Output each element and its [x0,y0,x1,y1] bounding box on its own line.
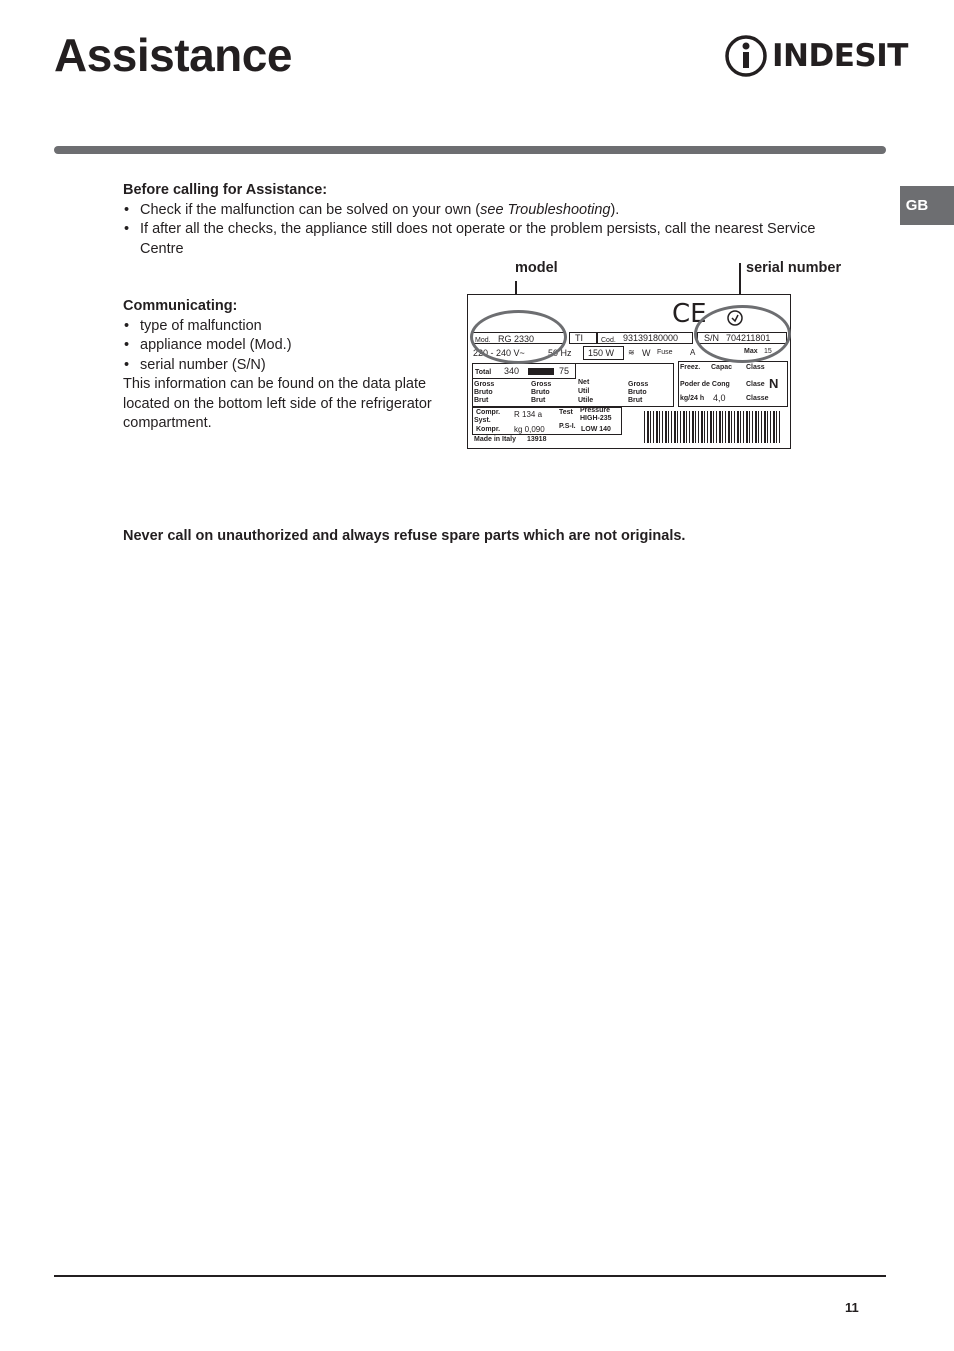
brut-label: Brut [628,397,643,404]
high-pressure-value: HIGH-235 [580,415,612,422]
fuse-label: Fuse [657,349,673,356]
communicating-heading: Communicating: [123,298,238,314]
lamp-watts: W [642,348,651,358]
power-value: 150 W [588,348,615,358]
amp-label: A [690,348,696,357]
frequency-value: 50 Hz [548,348,572,358]
gross-label: Gross [474,381,495,388]
before-calling-section [123,181,843,259]
serial-value: 704211801 [726,333,771,343]
lamp-icon: ≋ [628,348,635,357]
gross-label: Gross [531,381,552,388]
net-label: Net [578,379,590,386]
list-item: • If after all the checks, the appliance still does not operate or the problem persists, call the nearest Service Centre [123,220,843,259]
pressure-label: Pressure [580,407,610,414]
troubleshooting-reference: see Troubleshooting [480,201,611,218]
list-item: • appliance model (Mod.) [123,336,453,356]
refrigerant-value: R 134 a [514,410,543,419]
total-label: Total [475,369,492,376]
max-label: Max [744,348,758,355]
list-item [123,201,843,221]
indesit-i-icon [724,34,768,78]
freez-label: Freez. [680,364,701,371]
util-label: Util [578,388,590,395]
language-tab: GB [900,186,954,225]
utile-label: Utile [578,397,594,404]
footer-rule [54,1275,886,1277]
cod-label: Cod. [601,337,616,344]
freezing-capacity-value: 4,0 [713,393,726,403]
model-highlight-ring [470,310,567,364]
poder-label: Poder de Cong [680,381,730,388]
serial-highlight-ring [694,305,791,363]
kg24-label: kg/24 h [680,395,705,402]
brut-label: Brut [531,397,546,404]
total-value: 340 [504,366,520,376]
communicating-section [123,297,453,434]
model-value: RG 2330 [498,334,535,344]
spare-parts-warning: Never call on unauthorized and always refuse spare parts which are not originals. [123,528,686,544]
list-item: • type of malfunction [123,317,453,337]
model-caption: model [515,260,558,276]
bruto-label: Bruto [531,389,550,396]
capac-label: Capac [711,364,733,371]
class-label: Class [746,364,765,371]
ce-mark: CE [672,299,707,329]
before-calling-list [123,201,843,260]
gross-label: Gross [628,381,649,388]
classe-label: Classe [746,395,769,402]
data-plate [467,294,791,449]
compr-label: Compr. [476,409,501,416]
before-calling-heading: Before calling for Assistance: [123,182,328,198]
data-plate-location-note: This information can be found on the data plate located on the bottom left side of the refrigerator compartment. [123,376,432,431]
sn-label: S/N [704,333,720,343]
brut-label: Brut [474,397,489,404]
communicating-list [123,317,453,376]
list-item: • serial number (S/N) [123,356,453,376]
brand-wordmark: INDESIT [772,38,908,74]
bullet-text: Check if the malfunction can be solved on your own ( [140,201,481,218]
climate-class-value: N [769,376,779,391]
bullet-text-end: ). [610,201,620,218]
barcode [644,411,782,443]
freezer-volume-value: 75 [559,366,570,376]
header-rule [54,146,886,154]
bruto-label: Bruto [474,389,493,396]
star-rating-icon [528,368,554,375]
refrigerant-charge-value: kg 0,090 [514,425,545,434]
page-number: 11 [845,1300,859,1315]
kompr-label: Kompr. [476,426,501,433]
mod-label: Mod. [475,337,491,344]
serial-number-caption: serial number [746,260,842,276]
voltage-value: 220 - 240 V~ [473,348,525,358]
max-value: 15 [764,348,772,355]
made-in-label: Made in Italy [474,436,517,443]
indesit-logo [724,34,908,78]
test-label: Test [559,409,573,416]
clase-label: Clase [746,381,765,388]
ti-value: TI [575,333,583,343]
page-title: Assistance [54,29,292,81]
syst-label: Syst. [474,417,491,424]
low-pressure-value: LOW 140 [581,426,611,433]
bruto-label: Bruto [628,389,647,396]
psi-label: P.S-I. [559,423,576,430]
production-code: 13918 [527,436,547,443]
ti-cell [569,332,597,344]
cod-value: 93139180000 [623,333,679,343]
